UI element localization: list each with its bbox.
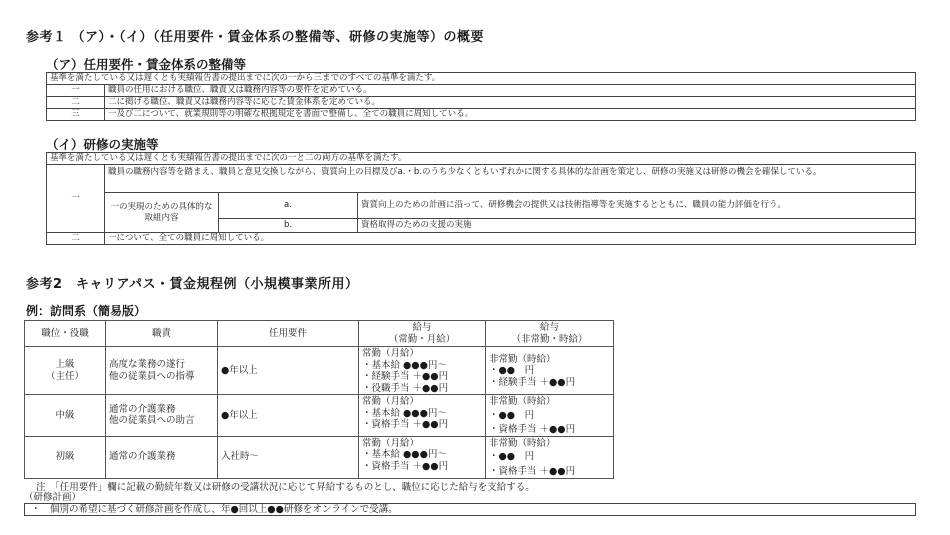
position-cell [25,347,106,395]
section-b-item-a-key: a. [219,193,358,219]
training-plan-box [24,503,916,516]
col-header-requirement: 任用要件 [218,321,359,347]
section-b-item-b-text: 資格取得のための支援の実施 [358,219,916,233]
section-b-text-2: 一について、全ての職員に周知している。 [105,233,916,245]
salary-line: ・資格手当 ＋●●円 [489,465,576,477]
salary-note: 注 「任用要件」欄に記載の勤続年数又は研修の受講状況に応じて昇給するものとし、職位に応じた給与を支給する。 [36,482,535,493]
position-title: （主任） [45,370,84,382]
section-a-num-1: 一 [47,85,105,97]
salary-parttime-sub: （非常勤・時給） [511,333,588,345]
career-path-table [24,320,614,479]
position-name: 中級 [55,409,75,421]
salary-line: 常勤（月給） [362,348,420,359]
salary-fulltime-cell [359,347,486,395]
salary-line: ・役職手当 ＋●●円 [362,382,449,394]
duty-line: 通常の介護業務 [109,403,176,415]
salary-line: ・資格手当 ＋●●円 [489,424,576,435]
salary-line: ・●● 円 [489,365,535,377]
salary-fulltime-cell [359,395,486,437]
salary-fulltime-label: 給与 [412,322,432,333]
table-row [25,347,614,395]
section-a-header: 基準を満たしている又は遅くとも実績報告書の提出までに次の一から三までのすべての基準を満たす。 [47,73,916,85]
salary-line: 常勤（月給） [362,396,420,407]
training-plan-text: ・ 個別の希望に基づく研修計画を作成し、年●回以上●●研修をオンラインで受講。 [31,504,398,515]
section-b-table [46,152,916,245]
ref2-title: 参考2 キャリアパス・賃金規程例（小規模事業所用） [26,277,359,292]
salary-line: ・資格手当 ＋●●円 [362,460,449,472]
ref1-title: 参考１ （ア）・（イ）（任用要件・賃金体系の整備等、研修の実施等）の概要 [26,30,485,45]
section-b-num-1: 一 [47,165,105,233]
section-a-text-1: 職員の任用における職位、職責又は職務内容等の要件を定めている。 [105,85,916,97]
salary-line: 非常勤（時給） [489,353,556,365]
col-header-salary-fulltime [359,321,486,347]
salary-parttime-cell [486,436,614,478]
salary-line: ・基本給 ●●●円～ [362,449,447,460]
salary-fulltime-sub: （常勤・月給） [388,333,456,345]
col-header-position: 職位・役職 [25,321,106,347]
salary-fulltime-cell [359,436,486,478]
duties-cell [106,436,218,478]
requirement-cell: ●年以上 [218,347,359,395]
section-b-num-2: 二 [47,233,105,245]
position-name: 上級 [55,359,75,370]
duties-cell [106,395,218,437]
salary-line: ・経験手当 ＋●●円 [362,371,449,382]
duty-line: 他の従業員への助言 [109,415,195,427]
section-a-num-3: 三 [47,109,105,121]
section-b-item-b-key: b. [219,219,358,233]
ref2-subtitle: 例：訪問系（簡易版） [26,304,147,318]
position-cell [25,436,106,478]
duty-line: 高度な業務の遂行 [109,359,186,370]
table-row [25,395,614,437]
section-b-text-1: 職員の職務内容等を踏まえ、職員と意見交換しながら、資質向上の目標及びa.・b.のうち少なくともいずれかに関する具体的な計画を策定し、研修の実施又は研修の機会を確保している。 [105,165,916,193]
table-row [25,436,614,478]
section-a-text-3: 一及び二について、就業規則等の明確な根拠規定を書面で整備し、全ての職員に周知している。 [105,109,916,121]
section-a-title: （ア）任用要件・賃金体系の整備等 [46,57,247,72]
col-header-salary-parttime [486,321,614,347]
duty-line: 他の従業員への指導 [109,370,195,382]
col-header-duties: 職責 [106,321,218,347]
section-b-header: 基準を満たしている又は遅くとも実績報告書の提出までに次の一と二の両方の基準を満たす。 [47,153,916,165]
salary-line: ・資格手当 ＋●●円 [362,419,449,430]
requirement-cell: 入社時～ [218,436,359,478]
salary-line: ・●● 円 [489,451,535,462]
section-a-table [46,72,916,121]
salary-parttime-cell [486,395,614,437]
requirement-cell: ●年以上 [218,395,359,437]
salary-parttime-cell [486,347,614,395]
position-name: 初級 [55,451,75,463]
salary-parttime-label: 給与 [539,322,559,333]
position-cell [25,395,106,437]
salary-line: ・基本給 ●●●円～ [362,407,447,419]
section-a-text-2: 二に掲げる職位、職責又は職務内容等に応じた賃金体系を定めている。 [105,97,916,109]
section-b-sub-label: 一の実現のための具体的な取組内容 [105,193,219,233]
duties-cell [106,347,218,395]
training-plan-label: （研修計画） [24,492,82,503]
section-a-num-2: 二 [47,97,105,109]
section-b-title: （イ）研修の実施等 [46,137,159,152]
salary-line: 非常勤（時給） [489,396,556,407]
salary-line: ・経験手当 ＋●●円 [489,376,576,388]
salary-line: ・●● 円 [489,409,535,421]
salary-line: 常勤（月給） [362,437,420,449]
salary-line: 非常勤（時給） [489,437,556,449]
duty-line: 通常の介護業務 [109,451,176,463]
section-b-item-a-text: 資質向上のための計画に沿って、研修機会の提供又は技術指導等を実施するとともに、職員の能力評価を行う。 [358,193,916,219]
salary-line: ・基本給 ●●●円～ [362,359,447,371]
